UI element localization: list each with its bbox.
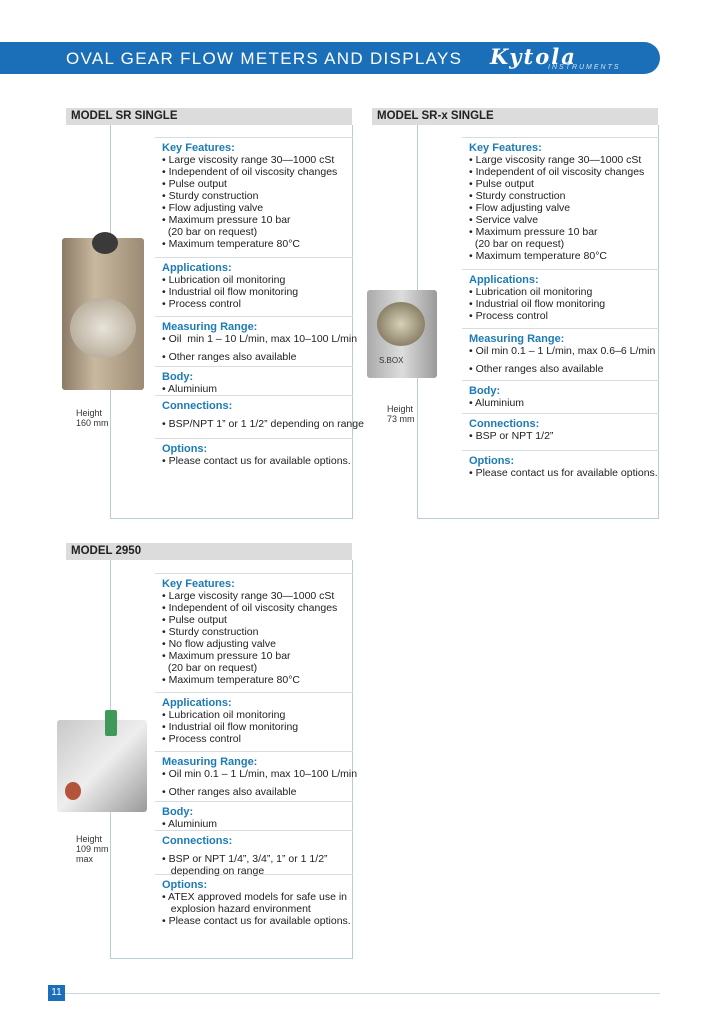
spec-section [155, 830, 353, 877]
spec-item: • Please contact us for available options. [162, 455, 351, 467]
spec-item: • Sturdy construction [162, 626, 259, 638]
spec-item: • Process control [162, 298, 241, 310]
height-label: Height 109 mm max [76, 834, 109, 864]
spec-item: • BSP/NPT 1” or 1 1/2” depending on range [162, 418, 364, 430]
spec-section [155, 438, 353, 467]
spec-item: • Other ranges also available [162, 786, 297, 798]
spec-section [155, 257, 353, 310]
spec-item: • Aluminium [162, 383, 218, 395]
spec-item: • Industrial oil flow monitoring [162, 286, 299, 298]
spec-section [155, 137, 353, 250]
spec-section [155, 395, 364, 430]
spec-section [462, 380, 659, 409]
spec-item: • Lubrication oil monitoring [162, 274, 286, 286]
spec-section [155, 366, 353, 395]
spec-item: • Maximum pressure 10 bar [162, 214, 291, 226]
section-heading: Body: [162, 371, 194, 383]
spec-item: • Maximum temperature 80°C [162, 238, 301, 250]
height-label: Height 160 mm [76, 408, 109, 428]
spec-section [155, 751, 358, 798]
section-heading: Key Features: [162, 142, 235, 154]
section-heading: Connections: [469, 418, 540, 430]
spec-item: • Pulse output [162, 614, 227, 626]
spec-item: • Other ranges also available [162, 351, 297, 363]
spec-item: • Aluminium [162, 818, 218, 830]
model-title: MODEL SR SINGLE [66, 108, 352, 125]
footer-divider [65, 993, 660, 994]
height-label: Height 73 mm [387, 404, 415, 424]
spec-section [462, 269, 659, 322]
spec-item: • Independent of oil viscosity changes [469, 166, 645, 178]
spec-item: • ATEX approved models for safe use in [162, 891, 347, 903]
spec-item: • Oil min 0.1 – 1 L/min, max 10–100 L/min [162, 768, 358, 780]
spec-item: • Process control [469, 310, 548, 322]
section-heading: Connections: [162, 400, 233, 412]
spec-section [155, 573, 353, 686]
spec-item: • Sturdy construction [162, 190, 259, 202]
page-number: 11 [48, 985, 65, 1001]
section-heading: Options: [469, 455, 515, 467]
spec-section [155, 874, 353, 927]
spec-item: • Please contact us for available options. [162, 915, 351, 927]
section-heading: Connections: [162, 835, 233, 847]
spec-section [155, 692, 353, 745]
section-heading: Measuring Range: [469, 333, 565, 345]
spec-item: • Pulse output [469, 178, 534, 190]
spec-item: • BSP or NPT 1/4”, 3/4”, 1” or 1 1/2” [162, 853, 328, 865]
section-heading: Applications: [162, 262, 232, 274]
spec-item: • Process control [162, 733, 241, 745]
sr-x-single-product-image [367, 290, 437, 378]
header-bar [0, 42, 660, 74]
section-heading: Options: [162, 443, 208, 455]
spec-item: • Industrial oil flow monitoring [469, 298, 606, 310]
spec-section [462, 137, 659, 262]
spec-item: • Large viscosity range 30—1000 cSt [162, 154, 335, 166]
spec-item: • BSP or NPT 1/2” [469, 430, 554, 442]
spec-item: depending on range [162, 865, 265, 877]
page-title: OVAL GEAR FLOW METERS AND DISPLAYS [66, 49, 463, 68]
spec-item: • Maximum pressure 10 bar [162, 650, 291, 662]
spec-item: • Large viscosity range 30—1000 cSt [162, 590, 335, 602]
spec-item: • Service valve [469, 214, 539, 226]
section-heading: Measuring Range: [162, 756, 258, 768]
section-heading: Body: [162, 806, 194, 818]
spec-item: • Flow adjusting valve [469, 202, 571, 214]
section-heading: Applications: [469, 274, 539, 286]
spec-item: • Independent of oil viscosity changes [162, 166, 338, 178]
spec-section [462, 413, 659, 442]
spec-item: • Maximum temperature 80°C [162, 674, 301, 686]
logo-subtitle: INSTRUMENTS [548, 64, 621, 71]
spec-item: • Oil min 0.1 – 1 L/min, max 0.6–6 L/min [469, 345, 656, 357]
spec-item: • Lubrication oil monitoring [469, 286, 593, 298]
spec-item: • Oil min 1 – 10 L/min, max 10–100 L/min [162, 333, 358, 345]
spec-item: explosion hazard environment [162, 903, 311, 915]
section-heading: Body: [469, 385, 501, 397]
spec-item: (20 bar on request) [162, 662, 258, 674]
spec-section [155, 316, 358, 363]
section-heading: Options: [162, 879, 208, 891]
section-heading: Applications: [162, 697, 232, 709]
section-heading: Key Features: [162, 578, 235, 590]
spec-section [155, 801, 353, 830]
section-heading: Key Features: [469, 142, 542, 154]
model-title: MODEL SR-x SINGLE [372, 108, 658, 125]
spec-item: • Other ranges also available [469, 363, 604, 375]
spec-item: • Please contact us for available options. [469, 467, 658, 479]
kytola-logo: Kytola [490, 44, 577, 69]
model-title: MODEL 2950 [66, 543, 352, 560]
spec-item: • Flow adjusting valve [162, 202, 264, 214]
spec-item: • Maximum pressure 10 bar [469, 226, 598, 238]
spec-item: (20 bar on request) [162, 226, 258, 238]
sr-single-product-image [62, 238, 144, 390]
section-heading: Measuring Range: [162, 321, 258, 333]
spec-section [462, 450, 659, 479]
spec-item: • Industrial oil flow monitoring [162, 721, 299, 733]
spec-item: • No flow adjusting valve [162, 638, 276, 650]
spec-section [462, 328, 659, 375]
model-2950-product-image [57, 720, 147, 812]
sbox-label: S.BOX [379, 356, 404, 365]
spec-item: • Independent of oil viscosity changes [162, 602, 338, 614]
spec-item: • Large viscosity range 30—1000 cSt [469, 154, 642, 166]
spec-item: • Maximum temperature 80°C [469, 250, 608, 262]
spec-item: • Lubrication oil monitoring [162, 709, 286, 721]
spec-item: • Pulse output [162, 178, 227, 190]
spec-item: • Aluminium [469, 397, 525, 409]
spec-item: • Sturdy construction [469, 190, 566, 202]
spec-item: (20 bar on request) [469, 238, 565, 250]
